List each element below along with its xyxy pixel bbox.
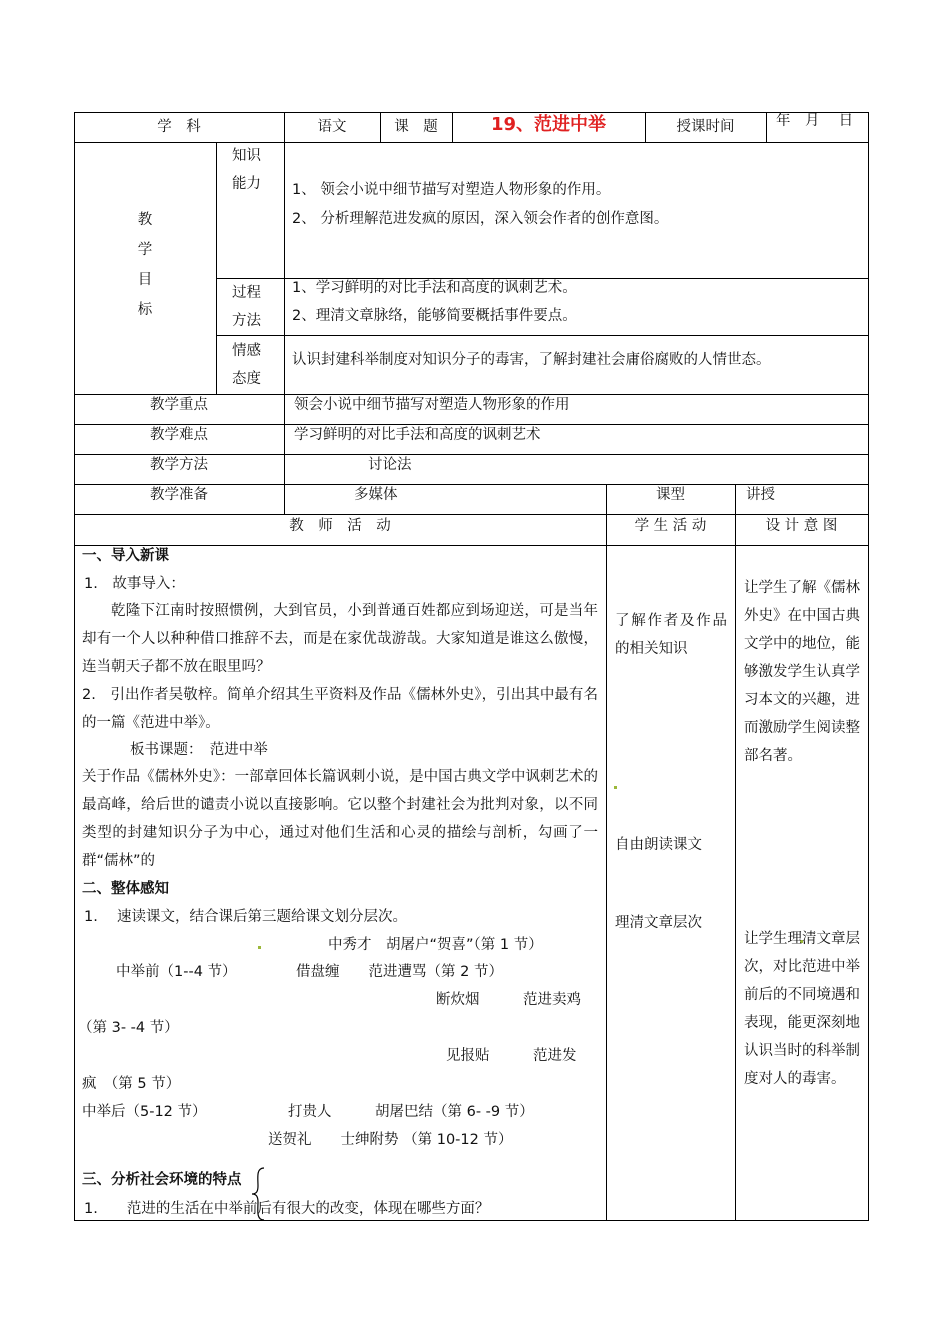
- outline-line: 中举前（1--4 节）: [116, 964, 237, 980]
- s3-item-1: 1. 范进的生活在中举前后有很大的改变，体现在哪些方面？: [84, 1201, 490, 1217]
- design-column-header: 设 计 意 图: [765, 518, 838, 534]
- rule: [284, 112, 285, 514]
- s1-story: 乾隆下江南时按照惯例，大到官员，小到普通百姓都应到场迎送，可是当年却有一个人以种种借口推辞不去，而是在家优哉游哉。大家知道是谁这么傲慢，连当朝天子都不放在眼里吗？: [82, 603, 598, 675]
- subject-label: 学 科: [157, 119, 201, 135]
- s2-item-1: 1. 速读课文，结合课后第三题给课文划分层次。: [84, 909, 407, 925]
- rule: [74, 142, 869, 143]
- difficulty-label: 教学难点: [150, 427, 208, 443]
- subject-value: 语文: [317, 119, 347, 135]
- outline-line: 中举后（5-12 节）: [82, 1104, 207, 1120]
- process-item-2: 2、理清文章脉络，能够简要概括事件要点。: [292, 308, 577, 324]
- method-label: 教学方法: [150, 457, 208, 473]
- teacher-column-header: 教 师 活 动: [289, 518, 391, 534]
- process-label: 过程 方法: [232, 285, 261, 329]
- prep-value: 多媒体: [354, 487, 398, 503]
- student-activity-2: 自由朗读课文: [615, 837, 702, 853]
- s1-item-2: 2. 引出作者吴敬梓。简单介绍其生平资料及作品《儒林外史》，引出其中最有名的一篇《范进中举》。: [82, 687, 598, 731]
- rule: [216, 335, 869, 336]
- date-field: 年 月 日: [776, 113, 854, 129]
- outline-line: 中秀才 胡屠户“贺喜”（第 1 节）: [328, 937, 543, 953]
- rule: [74, 545, 869, 546]
- rule: [74, 514, 869, 515]
- s1-item-1: 1. 故事导入：: [84, 576, 185, 592]
- design-intent-2: 让学生理清文章层次，对比范进中举前后的不同境遇和表现，能更深刻地认识当时的科举制度对人的毒害。: [744, 931, 860, 1087]
- s1-about: 关于作品《儒林外史》：一部章回体长篇讽刺小说，是中国古典文学中讽刺艺术的最高峰，给后世的谴责小说以直接影响。它以整个封建社会为批判对象，以不同类型的封建知识分子为中心，通过对他们生活和心灵的描绘与剖析，勾画了一群“儒林”的: [82, 769, 598, 869]
- outline-line: 打贵人 胡屠巴结（第 6- -9 节）: [288, 1104, 534, 1120]
- prep-label: 教学准备: [150, 487, 208, 503]
- rule: [74, 454, 869, 455]
- process-item-1: 1、学习鲜明的对比手法和高度的讽刺艺术。: [292, 280, 577, 296]
- method-value: 讨论法: [368, 457, 412, 473]
- section-3-title: 三、分析社会环境的特点: [82, 1172, 242, 1188]
- knowledge-label: 知识 能力: [232, 148, 261, 192]
- knowledge-item-1: 1、 领会小说中细节描写对塑造人物形象的作用。: [292, 182, 611, 198]
- objectives-label: 教 学 目 标: [137, 212, 153, 318]
- type-label: 课型: [656, 487, 685, 503]
- section-1-title: 一、导入新课: [82, 548, 169, 564]
- outline-line: 疯 （第 5 节）: [82, 1076, 181, 1092]
- emotion-label: 情感 态度: [232, 343, 261, 387]
- student-activity-1: 了解作者及作品的相关知识: [615, 613, 727, 657]
- rule: [74, 424, 869, 425]
- rule: [766, 112, 767, 142]
- stray-dot: [258, 946, 261, 949]
- design-intent-1: 让学生了解《儒林外史》在中国古典文学中的地位，能够激发学生认真学习本文的兴趣，进而激励学生阅读整部名著。: [744, 580, 860, 764]
- difficulty-value: 学习鲜明的对比手法和高度的讽刺艺术: [294, 427, 541, 443]
- focus-label: 教学重点: [150, 397, 208, 413]
- emotion-item-1: 认识封建科举制度对知识分子的毒害，了解封建社会庸俗腐败的人情世态。: [292, 352, 771, 368]
- rule: [74, 112, 75, 1220]
- outline-line: 送贺礼 士绅附势 （第 10-12 节）: [268, 1132, 513, 1148]
- stray-dot: [614, 786, 617, 789]
- topic-label: 课 题: [394, 119, 438, 135]
- rule: [735, 484, 736, 1220]
- rule: [74, 394, 869, 395]
- outline-line: （第 3- -4 节）: [78, 1020, 179, 1036]
- rule: [74, 112, 869, 113]
- student-column-header: 学 生 活 动: [634, 518, 707, 534]
- type-value: 讲授: [746, 487, 775, 503]
- rule: [74, 1220, 869, 1221]
- student-activity-3: 理清文章层次: [615, 915, 702, 931]
- lesson-title: 19、范进中举: [490, 114, 607, 135]
- time-label: 授课时间: [676, 119, 735, 135]
- rule: [868, 112, 869, 1220]
- outline-line: 断炊烟 范进卖鸡: [436, 992, 581, 1008]
- brace-mark: [250, 1166, 268, 1222]
- section-2-title: 二、整体感知: [82, 881, 169, 897]
- s1-board: 板书课题： 范进中举: [130, 742, 268, 758]
- focus-value: 领会小说中细节描写对塑造人物形象的作用: [294, 397, 570, 413]
- rule: [74, 484, 869, 485]
- outline-line: 见报贴 范进发: [446, 1048, 577, 1064]
- outline-line: 借盘缠 范进遭骂（第 2 节）: [296, 964, 503, 980]
- knowledge-item-2: 2、 分析理解范进发疯的原因，深入领会作者的创作意图。: [292, 211, 669, 227]
- rule: [216, 142, 217, 394]
- rule: [606, 484, 607, 1220]
